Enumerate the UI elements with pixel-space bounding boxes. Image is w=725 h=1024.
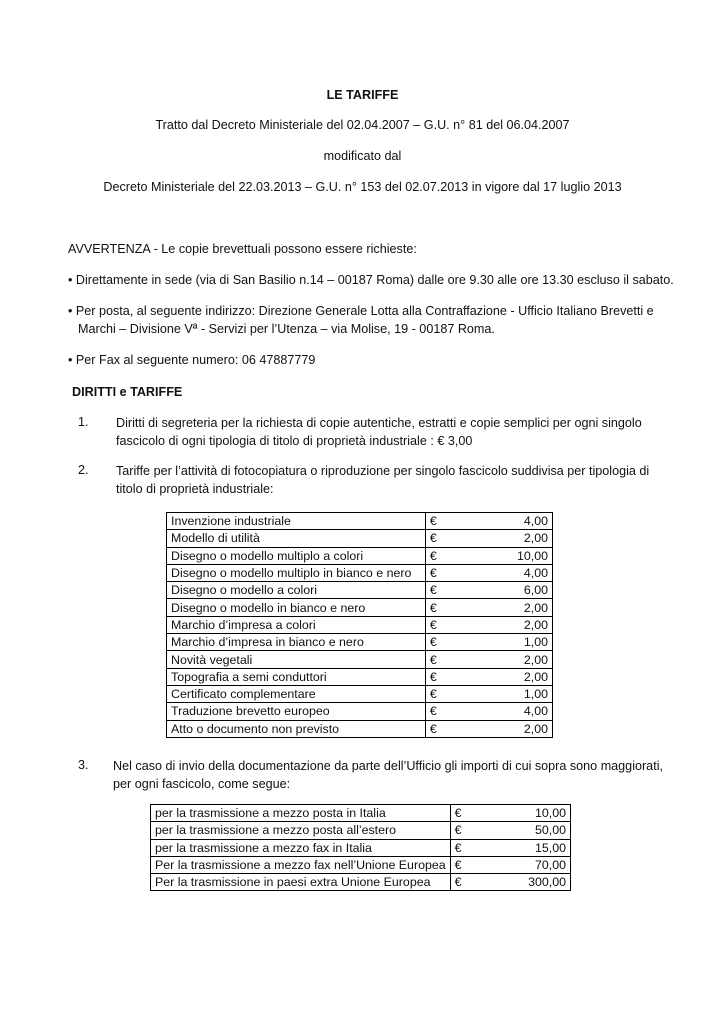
table-row	[151, 822, 571, 839]
currency-symbol: €	[450, 856, 468, 873]
row-label: Atto o documento non previsto	[167, 720, 426, 737]
currency-symbol: €	[450, 839, 468, 856]
currency-symbol: €	[425, 513, 443, 530]
row-label: Per la trasmissione in paesi extra Unione Europea	[151, 874, 451, 891]
row-label: Certificato complementare	[167, 685, 426, 702]
row-amount: 2,00	[444, 651, 553, 668]
list-item-number: 2.	[78, 463, 89, 477]
row-amount: 1,00	[444, 685, 553, 702]
row-amount: 15,00	[468, 839, 570, 856]
table-row	[167, 651, 553, 668]
row-amount: 4,00	[444, 564, 553, 581]
currency-symbol: €	[450, 874, 468, 891]
row-amount: 50,00	[468, 822, 570, 839]
row-label: Novità vegetali	[167, 651, 426, 668]
row-label: Disegno o modello a colori	[167, 582, 426, 599]
row-label: Marchio d’impresa in bianco e nero	[167, 634, 426, 651]
table-row	[151, 805, 571, 822]
list-item-line: Diritti di segreteria per la richiesta di copie autentiche, estratti e copie semplici per ogni singolo	[116, 416, 642, 430]
row-label: Disegno o modello multiplo a colori	[167, 547, 426, 564]
list-item-line: titolo di proprietà industriale:	[116, 482, 274, 496]
section-title: DIRITTI e TARIFFE	[72, 385, 183, 399]
row-amount: 10,00	[444, 547, 553, 564]
table-row	[167, 547, 553, 564]
list-item-line: Nel caso di invio della documentazione da parte dell’Ufficio gli importi di cui sopra sono maggiorati,	[113, 759, 663, 773]
table-row	[151, 839, 571, 856]
tariff-table	[166, 512, 553, 738]
row-label: per la trasmissione a mezzo posta in Italia	[151, 805, 451, 822]
table-row	[167, 703, 553, 720]
currency-symbol: €	[425, 685, 443, 702]
row-label: Disegno o modello in bianco e nero	[167, 599, 426, 616]
warning-bullet-3: • Per Fax al seguente numero: 06 47887779	[68, 353, 316, 367]
currency-symbol: €	[425, 599, 443, 616]
table-row	[167, 564, 553, 581]
currency-symbol: €	[425, 668, 443, 685]
table-row	[167, 616, 553, 633]
list-item-line: per ogni fascicolo, come segue:	[113, 777, 291, 791]
table-row	[151, 856, 571, 873]
warning-bullet-2-line-1: • Per posta, al seguente indirizzo: Direzione Generale Lotta alla Contraffazione - Ufficio Italiano Brevetti e	[68, 304, 654, 318]
row-amount: 4,00	[444, 703, 553, 720]
table-row	[167, 634, 553, 651]
table-row	[167, 513, 553, 530]
decree-line-3: Decreto Ministeriale del 22.03.2013 – G.U. n° 153 del 02.07.2013 in vigore dal 17 luglio 2013	[103, 180, 622, 194]
warning-bullet-2-line-2: Marchi – Divisione Vª - Servizi per l’Utenza – via Molise, 19 - 00187 Roma.	[78, 322, 495, 336]
row-label: per la trasmissione a mezzo posta all’estero	[151, 822, 451, 839]
row-label: Traduzione brevetto europeo	[167, 703, 426, 720]
decree-line-1: Tratto dal Decreto Ministeriale del 02.04.2007 – G.U. n° 81 del 06.04.2007	[155, 118, 570, 132]
currency-symbol: €	[425, 582, 443, 599]
table-row	[167, 582, 553, 599]
page-title: LE TARIFFE	[326, 88, 399, 102]
currency-symbol: €	[450, 822, 468, 839]
table-row	[151, 874, 571, 891]
row-amount: 2,00	[444, 599, 553, 616]
row-amount: 300,00	[468, 874, 570, 891]
row-amount: 2,00	[444, 720, 553, 737]
row-amount: 70,00	[468, 856, 570, 873]
table-row	[167, 530, 553, 547]
list-item-line: Tariffe per l’attività di fotocopiatura o riproduzione per singolo fascicolo suddivisa per tipologia di	[116, 464, 650, 478]
row-label: Marchio d’impresa a colori	[167, 616, 426, 633]
currency-symbol: €	[425, 564, 443, 581]
row-label: Per la trasmissione a mezzo fax nell’Unione Europea	[151, 856, 451, 873]
list-item-line: fascicolo di ogni tipologia di titolo di proprietà industriale : € 3,00	[116, 434, 473, 448]
table-row	[167, 685, 553, 702]
table-row	[167, 599, 553, 616]
decree-line-2: modificato dal	[323, 149, 402, 163]
row-amount: 10,00	[468, 805, 570, 822]
row-label: Invenzione industriale	[167, 513, 426, 530]
currency-symbol: €	[425, 720, 443, 737]
row-amount: 1,00	[444, 634, 553, 651]
row-label: Topografia a semi conduttori	[167, 668, 426, 685]
table-row	[167, 668, 553, 685]
shipping-table	[150, 804, 571, 891]
table-row	[167, 720, 553, 737]
currency-symbol: €	[425, 530, 443, 547]
row-label: Disegno o modello multiplo in bianco e nero	[167, 564, 426, 581]
currency-symbol: €	[425, 547, 443, 564]
currency-symbol: €	[425, 616, 443, 633]
currency-symbol: €	[425, 703, 443, 720]
currency-symbol: €	[425, 634, 443, 651]
row-amount: 2,00	[444, 616, 553, 633]
row-amount: 4,00	[444, 513, 553, 530]
list-item-number: 1.	[78, 415, 89, 429]
row-label: per la trasmissione a mezzo fax in Italia	[151, 839, 451, 856]
warning-intro: AVVERTENZA - Le copie brevettuali possono essere richieste:	[68, 242, 417, 256]
warning-bullet-1: • Direttamente in sede (via di San Basilio n.14 – 00187 Roma) dalle ore 9.30 alle ore 13.30 escluso il sabato.	[68, 273, 674, 287]
row-amount: 6,00	[444, 582, 553, 599]
row-amount: 2,00	[444, 530, 553, 547]
row-amount: 2,00	[444, 668, 553, 685]
row-label: Modello di utilità	[167, 530, 426, 547]
currency-symbol: €	[450, 805, 468, 822]
list-item-number: 3.	[78, 758, 89, 772]
currency-symbol: €	[425, 651, 443, 668]
